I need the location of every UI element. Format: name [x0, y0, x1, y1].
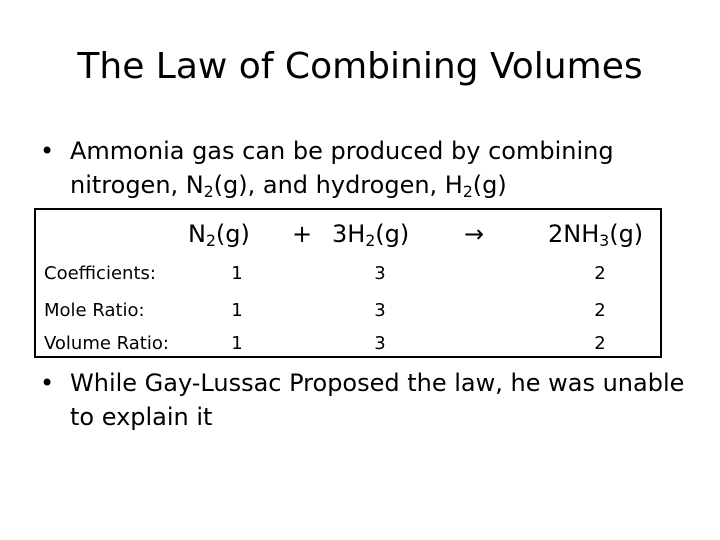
equation-box	[34, 208, 662, 358]
row-value: 3	[374, 263, 386, 284]
coefficients-row	[44, 258, 644, 290]
reactant-hydrogen: $3H_2(g)$	[332, 220, 410, 250]
row-value: 1	[231, 263, 243, 284]
row-label: Volume Ratio:	[44, 333, 169, 354]
slide-title: The Law of Combining Volumes	[77, 46, 643, 87]
row-value: 3	[374, 333, 386, 354]
row-value: 1	[231, 300, 243, 321]
reaction-arrow-icon: →	[464, 220, 485, 248]
mole-ratio-row	[44, 295, 644, 327]
row-value: 3	[374, 300, 386, 321]
volume-ratio-row	[44, 328, 644, 360]
bullet-gay-lussac	[40, 366, 690, 434]
plus-sign: +	[292, 220, 313, 248]
row-value: 2	[594, 333, 606, 354]
row-value: 1	[231, 333, 243, 354]
product-ammonia: $2NH_3(g)$	[548, 220, 644, 250]
bullet-ammonia	[40, 134, 690, 202]
bullet-text: While Gay-Lussac Proposed the law, he was unable to explain it	[70, 369, 685, 431]
reactant-nitrogen: $N_2(g)$	[188, 220, 250, 250]
row-label: Coefficients:	[44, 263, 156, 284]
row-label: Mole Ratio:	[44, 300, 145, 321]
row-value: 2	[594, 263, 606, 284]
bullet-text: Ammonia gas can be produced by combining nitrogen, $N_2(g)$, and hydrogen, $H_2(g)$	[70, 137, 614, 201]
bullet-marker: •	[40, 137, 55, 165]
bullet-marker: •	[40, 369, 55, 397]
row-value: 2	[594, 300, 606, 321]
